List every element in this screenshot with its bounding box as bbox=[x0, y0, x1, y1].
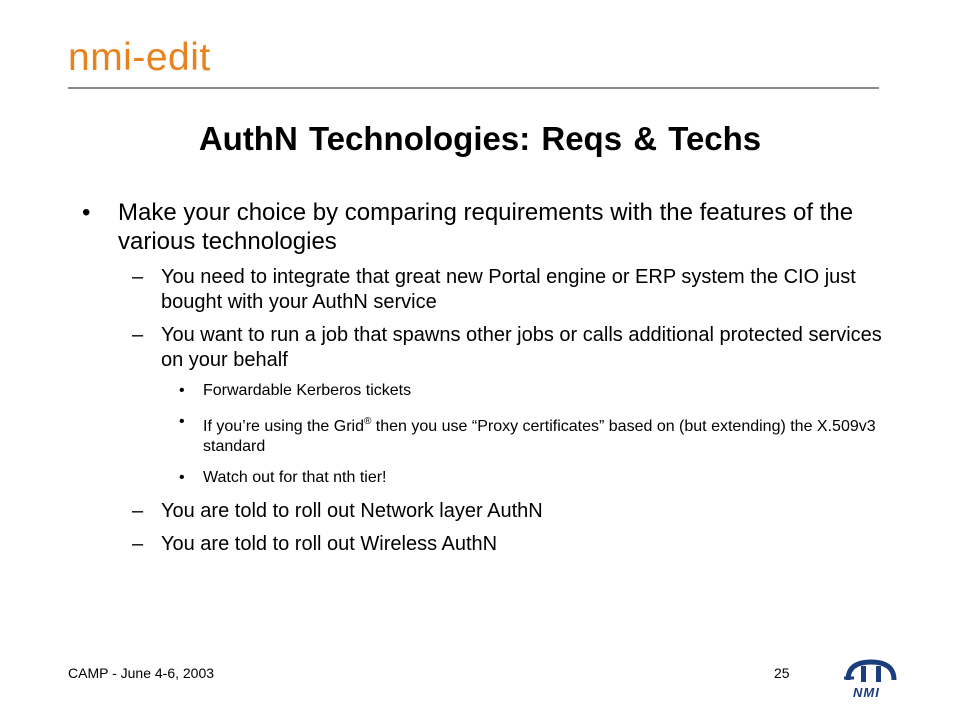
sub-sub-bullet-text: Watch out for that nth tier! bbox=[203, 469, 387, 486]
footer-event: CAMP - June 4-6, 2003 bbox=[68, 665, 215, 681]
slide-body bbox=[82, 198, 882, 565]
bullet-marker: • bbox=[179, 469, 185, 486]
brand-title: nmi-edit bbox=[68, 36, 211, 79]
sub-bullet-text: You are told to roll out Network layer AuthN bbox=[161, 500, 543, 522]
sub-bullet-text: You want to run a job that spawns other jobs or calls additional protected services on your behalf bbox=[161, 324, 882, 371]
sub-bullet-item bbox=[82, 532, 882, 557]
slide-title: AuthN Technologies: Reqs & Techs bbox=[198, 120, 762, 157]
sub-bullet-text: You need to integrate that great new Portal engine or ERP system the CIO just bought with your AuthN service bbox=[161, 266, 856, 313]
bullet-marker: • bbox=[82, 199, 91, 226]
registered-mark: ® bbox=[363, 416, 372, 427]
grid-text: If you’re using the Grid bbox=[203, 418, 364, 435]
bullet-marker: • bbox=[179, 382, 185, 399]
bullet-item bbox=[82, 198, 882, 256]
sub-sub-bullet-text bbox=[203, 418, 876, 455]
sub-bullet-item bbox=[82, 265, 882, 315]
sub-bullet-item bbox=[82, 499, 882, 524]
dash-marker: – bbox=[132, 324, 144, 346]
bullet-marker: • bbox=[179, 413, 185, 430]
logo-text: NMI bbox=[853, 685, 880, 700]
dash-marker: – bbox=[132, 500, 144, 522]
dash-marker: – bbox=[132, 533, 144, 555]
sub-bullet-text: You are told to roll out Wireless AuthN bbox=[161, 533, 498, 555]
sub-sub-bullet-item bbox=[82, 381, 882, 401]
proxy-text: then you use “Proxy certificates” based on (but extending) the X.509v3 standard bbox=[203, 418, 876, 455]
sub-sub-bullet-item bbox=[82, 468, 882, 488]
bullet-text: Make your choice by comparing requirements with the features of the various technologies bbox=[118, 199, 854, 255]
sub-sub-bullet-text: Forwardable Kerberos tickets bbox=[203, 382, 412, 399]
page-number: 25 bbox=[774, 665, 790, 681]
header-divider bbox=[68, 87, 879, 89]
dash-marker: – bbox=[132, 266, 144, 288]
sub-bullet-item bbox=[82, 323, 882, 373]
sub-sub-bullet-item bbox=[82, 412, 882, 457]
